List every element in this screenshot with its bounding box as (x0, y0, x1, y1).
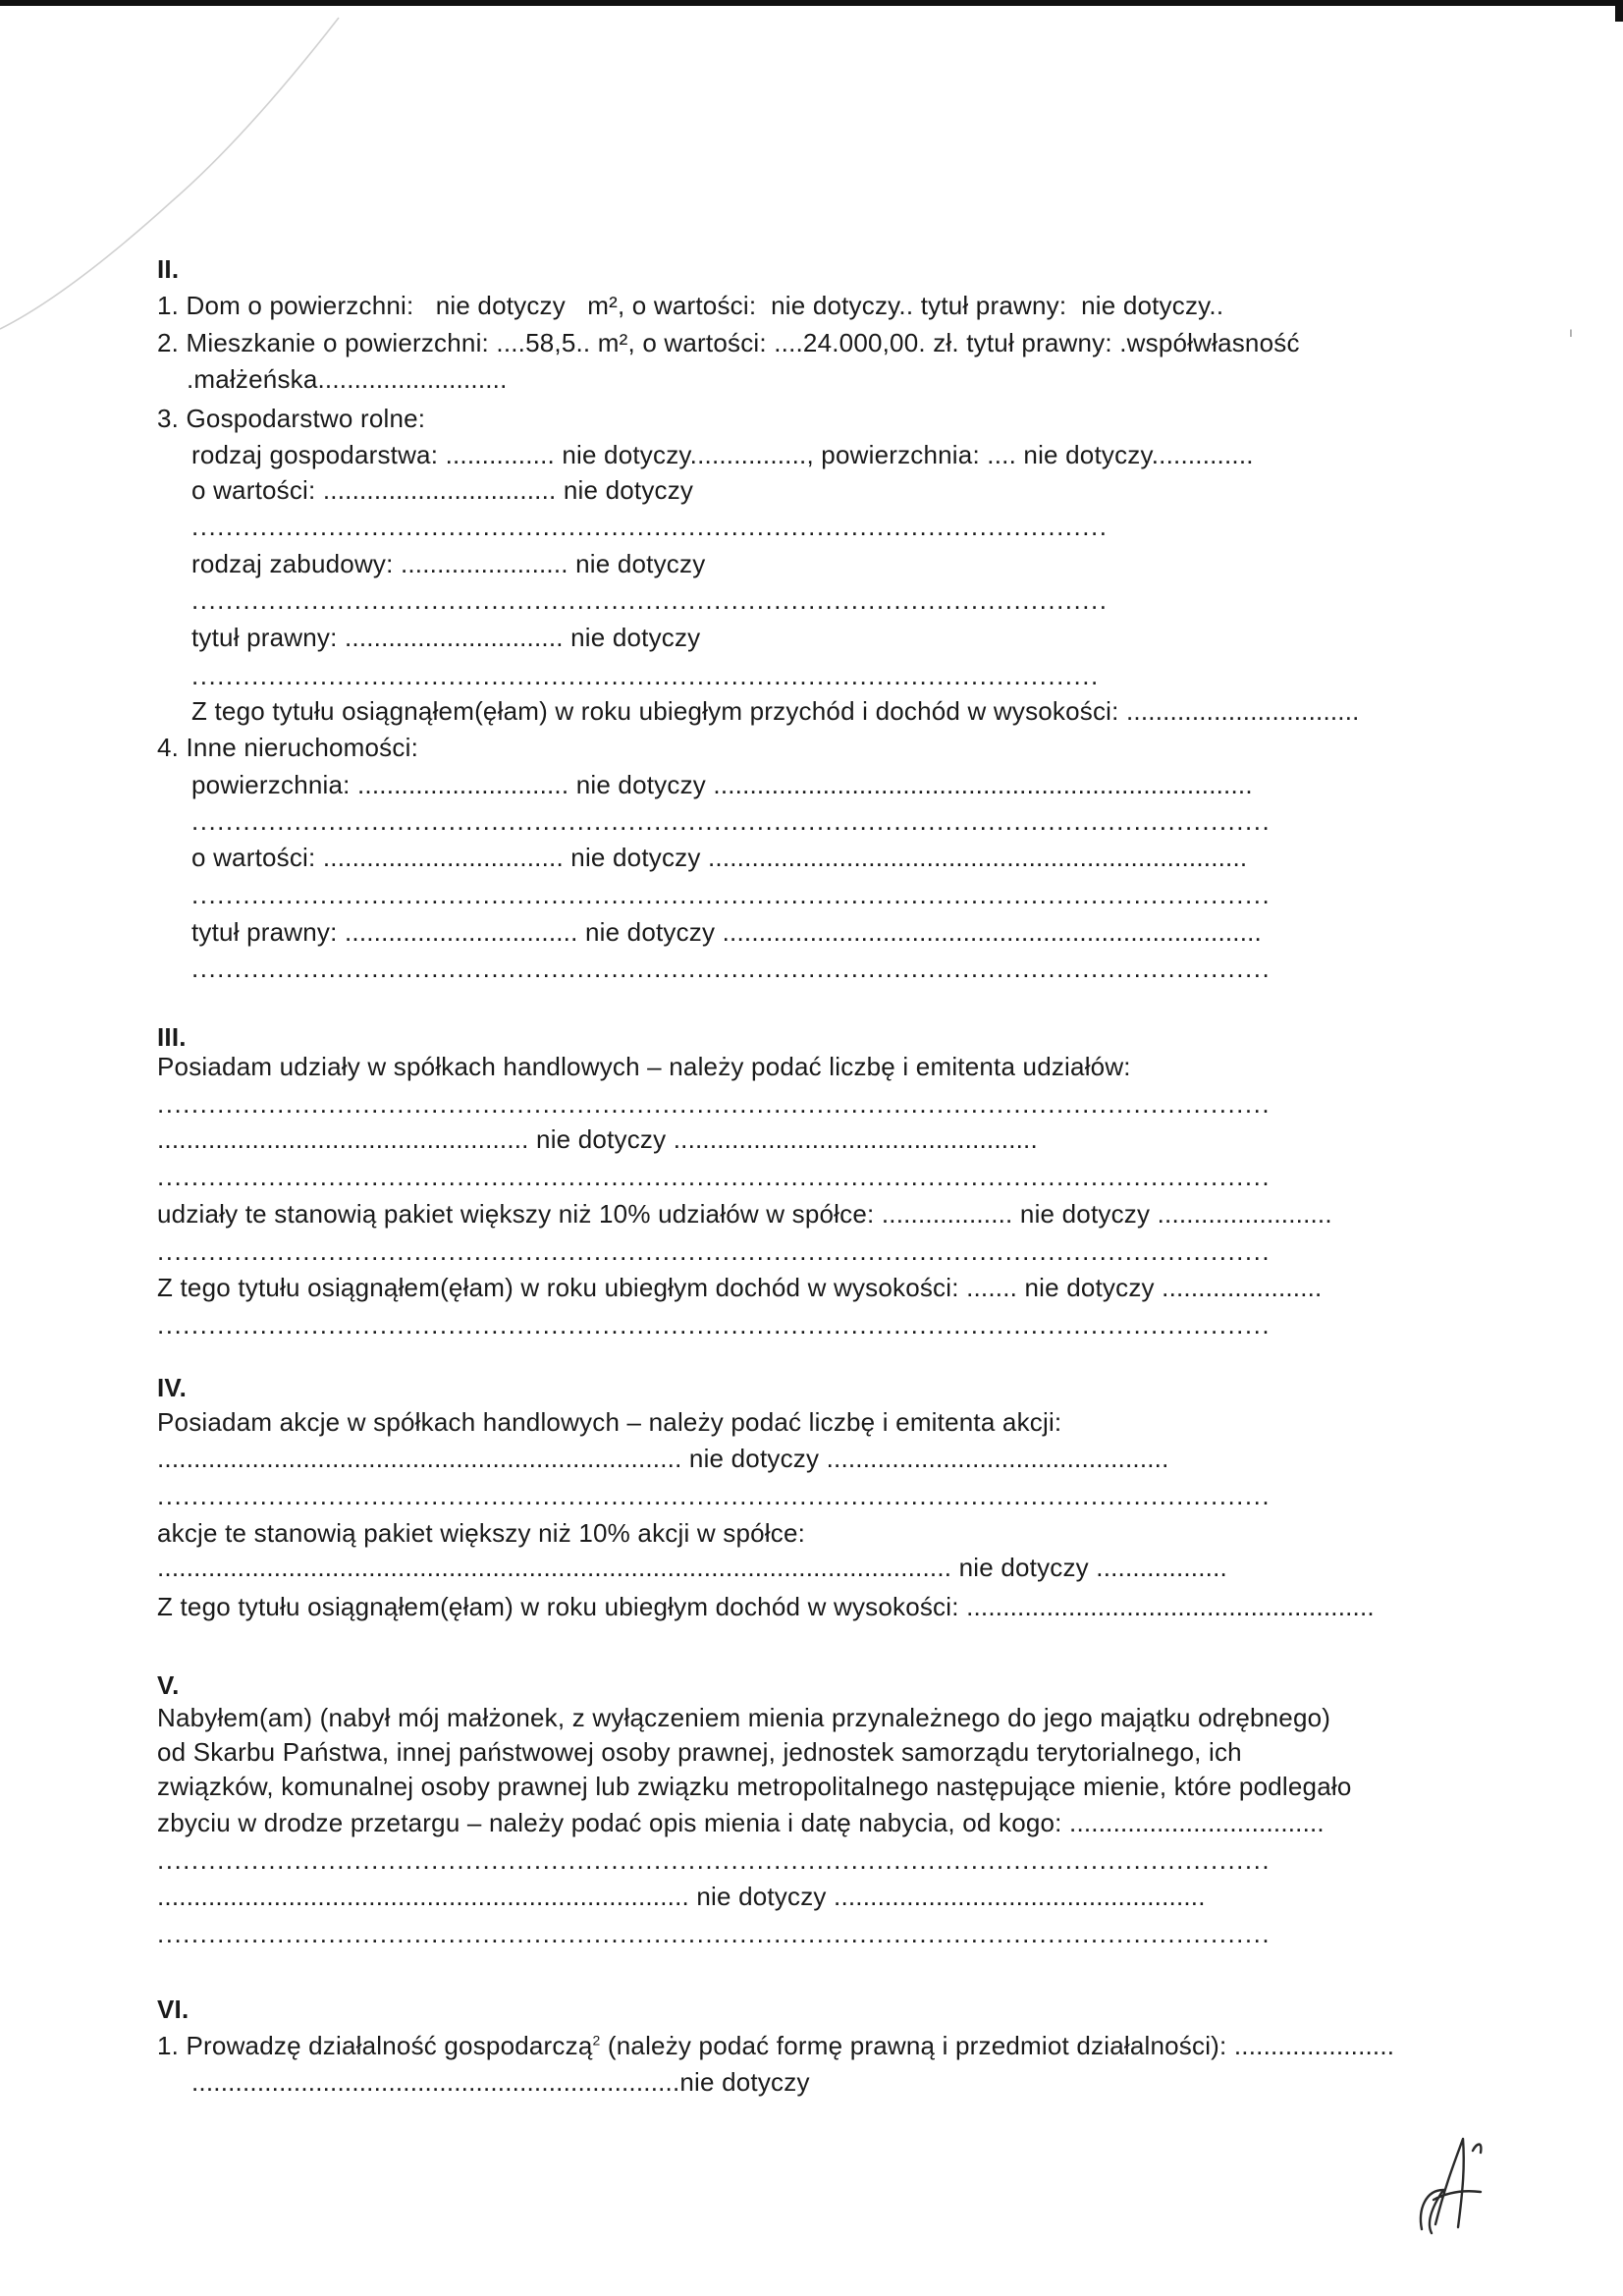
stocks-pakiet: akcje te stanowią pakiet większy niż 10% akcji w spółce: (157, 1518, 806, 1548)
item-other-area-dots: .............................................................................................................................. (191, 806, 1271, 836)
business-line-rest: (należy podać formę prawną i przedmiot działalności): ...................... (600, 2031, 1395, 2060)
section-ii-heading: II. (157, 254, 180, 284)
section-iv-heading: IV. (157, 1373, 188, 1402)
business-line (157, 2030, 1394, 2061)
footnote-marker: 2 (592, 2032, 601, 2049)
item-farm-type: rodzaj gospodarstwa: ............... nie dotyczy................, powierzchnia: .... nie dotyczy.............. (191, 440, 1254, 469)
shares-dots-2: .................................................................................................................................. (157, 1162, 1271, 1191)
section-iii-heading: III. (157, 1022, 187, 1052)
acquisition-dots-2: .................................................................................................................................. (157, 1919, 1271, 1948)
shares-pakiet: udziały te stanowią pakiet większy niż 10% udziałów w spółce: .................. nie dotyczy ........................ (157, 1199, 1332, 1229)
acquisition-value: ......................................................................... nie dotyczy ................................................... (157, 1882, 1206, 1911)
margin-tick: ı (1569, 324, 1573, 340)
business-value: ...................................................................nie dotyczy (191, 2067, 810, 2097)
item-other-legal-dots: .............................................................................................................................. (191, 954, 1271, 983)
section-v-heading: V. (157, 1670, 180, 1700)
item-other-value: o wartości: ................................. nie dotyczy .......................................................................... (191, 843, 1248, 872)
item-other-legal: tytuł prawny: ................................ nie dotyczy .......................................................................... (191, 917, 1262, 947)
item-farm-income: Z tego tytułu osiągnąłem(ęłam) w roku ubiegłym przychód i dochód w wysokości: ................................ (191, 696, 1360, 726)
item-other-value-dots: .............................................................................................................................. (191, 880, 1271, 909)
shares-value: ................................................... nie dotyczy .................................................. (157, 1124, 1038, 1154)
shares-dots-1: .................................................................................................................................. (157, 1089, 1271, 1119)
acquisition-line-3: związków, komunalnej osoby prawnej lub związku metropolitalnego następujące mienie, które podlegało (157, 1772, 1352, 1801)
item-farm-title: 3. Gospodarstwo rolne: (157, 404, 426, 433)
stocks-income: Z tego tytułu osiągnąłem(ęłam) w roku ubiegłym dochód w wysokości: ........................................................ (157, 1592, 1375, 1621)
item-house: 1. Dom o powierzchni: nie dotyczy m², o wartości: nie dotyczy.. tytuł prawny: nie dotyczy.. (157, 291, 1224, 320)
acquisition-line-2: od Skarbu Państwa, innej państwowej osoby prawnej, jednostek samorządu terytorialnego, ich (157, 1737, 1242, 1767)
item-apartment: 2. Mieszkanie o powierzchni: ....58,5.. m², o wartości: ....24.000,00. zł. tytuł prawny: .współwłasność (157, 328, 1300, 357)
item-other-property-title: 4. Inne nieruchomości: (157, 733, 418, 762)
acquisition-line-4: zbyciu w drodze przetargu – należy podać opis mienia i datę nabycia, od kogo: ................................... (157, 1808, 1325, 1837)
item-farm-value-dots: ........................................................................................................... (191, 512, 1109, 541)
item-other-area: powierzchnia: ............................. nie dotyczy .......................................................................... (191, 770, 1253, 799)
item-farm-building-dots: ........................................................................................................... (191, 585, 1109, 615)
section-vi-heading: VI. (157, 1995, 189, 2024)
stocks-value: ........................................................................ nie dotyczy ............................................... (157, 1444, 1169, 1473)
acquisition-dots-1: .................................................................................................................................. (157, 1845, 1271, 1875)
stocks-line: Posiadam akcje w spółkach handlowych – należy podać liczbę i emitenta akcji: (157, 1407, 1062, 1437)
item-farm-legal-title: tytuł prawny: .............................. nie dotyczy (191, 623, 701, 652)
shares-dots-3: .................................................................................................................................. (157, 1236, 1271, 1266)
shares-income: Z tego tytułu osiągnąłem(ęłam) w roku ubiegłym dochód w wysokości: ....... nie dotyczy ...................... (157, 1273, 1323, 1302)
item-farm-building: rodzaj zabudowy: ....................... nie dotyczy (191, 549, 706, 578)
shares-line: Posiadam udziały w spółkach handlowych – należy podać liczbę i emitenta udziałów: (157, 1052, 1131, 1081)
item-farm-legal-dots: .......................................................................................................... (191, 661, 1100, 690)
business-line-text: 1. Prowadzę działalność gospodarczą (157, 2031, 593, 2060)
item-apartment-cont: .małżeńska.......................... (187, 364, 508, 394)
stocks-pakiet-value: ............................................................................................................. nie dotyczy .................. (157, 1553, 1227, 1582)
signature-initials (1404, 2131, 1502, 2239)
acquisition-line-1: Nabyłem(am) (nabył mój małżonek, z wyłączeniem mienia przynależnego do jego majątku odrębnego) (157, 1703, 1331, 1732)
shares-dots-4: .................................................................................................................................. (157, 1310, 1271, 1339)
stocks-dots-1: .................................................................................................................................. (157, 1481, 1271, 1510)
item-farm-value: o wartości: ................................ nie dotyczy (191, 475, 694, 505)
